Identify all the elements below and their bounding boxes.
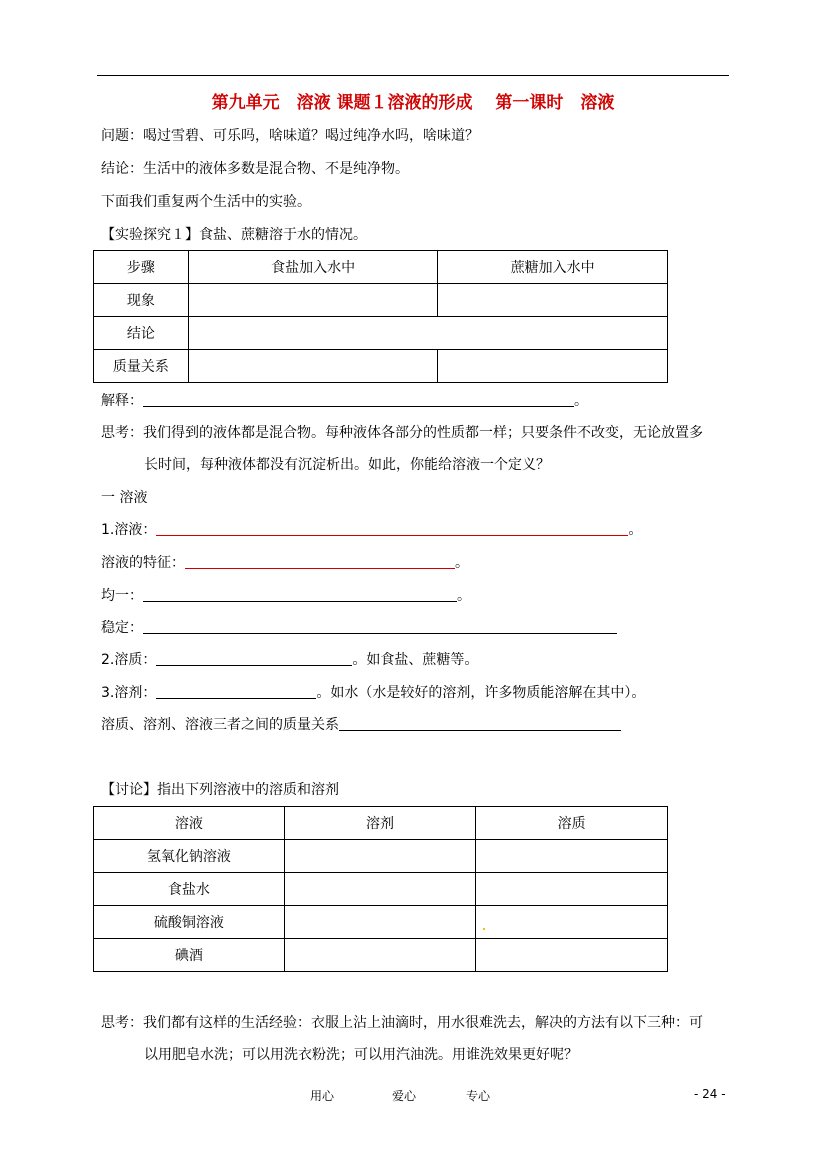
conclusion-line: 结论：生活中的液体多数是混合物、不是纯净物。 [101, 161, 409, 177]
mass-relation-blank[interactable] [339, 716, 621, 731]
table2-cell [476, 939, 668, 972]
table1-row-conclusion: 结论 [94, 317, 189, 350]
definition-blank[interactable] [156, 521, 628, 536]
features-line [101, 554, 469, 572]
table2-row-naoh: 氢氧化钠溶液 [94, 840, 285, 873]
table1-header-step: 步骤 [94, 251, 189, 284]
experiment1-heading: 【实验探究１】食盐、蔗糖溶于水的情况。 [101, 227, 367, 243]
features-label: 溶液的特征： [101, 555, 185, 571]
table1-cell [438, 350, 668, 383]
explain-line [101, 392, 588, 410]
solvent-line [101, 684, 645, 702]
table2-row-saltwater: 食盐水 [94, 873, 285, 906]
intro-line: 下面我们重复两个生活中的实验。 [101, 194, 311, 210]
solute-example: 。如食盐、蔗糖等。 [352, 652, 479, 668]
question-line: 问题：喝过雪碧、可乐吗，啥味道？喝过纯净水吗，啥味道？ [101, 128, 479, 144]
period: 。 [574, 393, 588, 409]
header-rule [97, 75, 729, 76]
table2-row-iodine-tincture: 碘酒 [94, 939, 285, 972]
stray-dot [483, 928, 485, 930]
footer-middle: 爱心 [392, 1089, 417, 1103]
features-blank[interactable] [185, 554, 455, 569]
table2-row-copper-sulfate: 硫酸铜溶液 [94, 906, 285, 939]
discussion-table [93, 806, 668, 972]
section-heading: 一 溶液 [101, 490, 148, 506]
uniform-line [101, 587, 471, 605]
experiment1-table [93, 250, 668, 383]
definition-label: 1.溶液： [101, 522, 157, 538]
table2-header-solvent: 溶剂 [284, 807, 476, 840]
table2-cell [476, 840, 668, 873]
period: 。 [457, 588, 471, 604]
explain-label: 解释： [101, 393, 143, 409]
footer-right: 专心 [466, 1089, 491, 1103]
table1-header-sugar: 蔗糖加入水中 [438, 251, 668, 284]
solvent-label: 3.溶剂： [101, 685, 157, 701]
uniform-label: 均一： [101, 588, 143, 604]
period: 。 [455, 555, 469, 571]
think1-line-b: 长时间，每种液体都没有沉淀析出。如此，你能给溶液一个定义？ [144, 457, 550, 473]
stable-label: 稳定： [101, 620, 143, 636]
table1-cell [188, 317, 667, 350]
table2-cell [284, 873, 476, 906]
table2-cell [284, 906, 476, 939]
uniform-blank[interactable] [143, 587, 457, 602]
page-title: 第九单元 溶液 课题１溶液的形成 第一课时 溶液 [211, 93, 615, 113]
definition-line [101, 521, 642, 539]
solute-label: 2.溶质： [101, 652, 157, 668]
table2-cell [284, 939, 476, 972]
table1-row-phenomenon: 现象 [94, 284, 189, 317]
table1-cell [188, 284, 438, 317]
footer-left: 用心 [310, 1089, 335, 1103]
solvent-blank[interactable] [156, 684, 316, 699]
table2-cell [476, 906, 668, 939]
explain-blank[interactable] [143, 392, 574, 407]
think2-line-b: 以用肥皂水洗；可以用洗衣粉洗；可以用汽油洗。用谁洗效果更好呢？ [144, 1047, 578, 1063]
think1-line-a: 思考：我们得到的液体都是混合物。每种液体各部分的性质都一样；只要条件不改变，无论放置多 [101, 425, 703, 441]
mass-relation-line [101, 716, 621, 734]
table1-row-mass: 质量关系 [94, 350, 189, 383]
solute-blank[interactable] [156, 651, 352, 666]
table1-header-salt: 食盐加入水中 [188, 251, 438, 284]
table2-header-solution: 溶液 [94, 807, 285, 840]
solvent-example: 。如水（水是较好的溶剂，许多物质能溶解在其中）。 [316, 685, 646, 701]
stable-blank[interactable] [143, 619, 617, 634]
stable-line [101, 619, 617, 637]
table2-cell [476, 873, 668, 906]
table1-cell [188, 350, 438, 383]
page-number: - 24 - [694, 1087, 726, 1101]
table2-header-solute: 溶质 [476, 807, 668, 840]
period: 。 [628, 522, 643, 538]
discussion-heading: 【讨论】指出下列溶液中的溶质和溶剂 [101, 782, 339, 798]
table1-cell [438, 284, 668, 317]
solute-line [101, 651, 478, 669]
think2-line-a: 思考：我们都有这样的生活经验：衣服上沾上油滴时，用水很难洗去，解决的方法有以下三种：可 [101, 1015, 703, 1031]
mass-relation-label: 溶质、溶剂、溶液三者之间的质量关系 [101, 717, 339, 733]
table2-cell [284, 840, 476, 873]
